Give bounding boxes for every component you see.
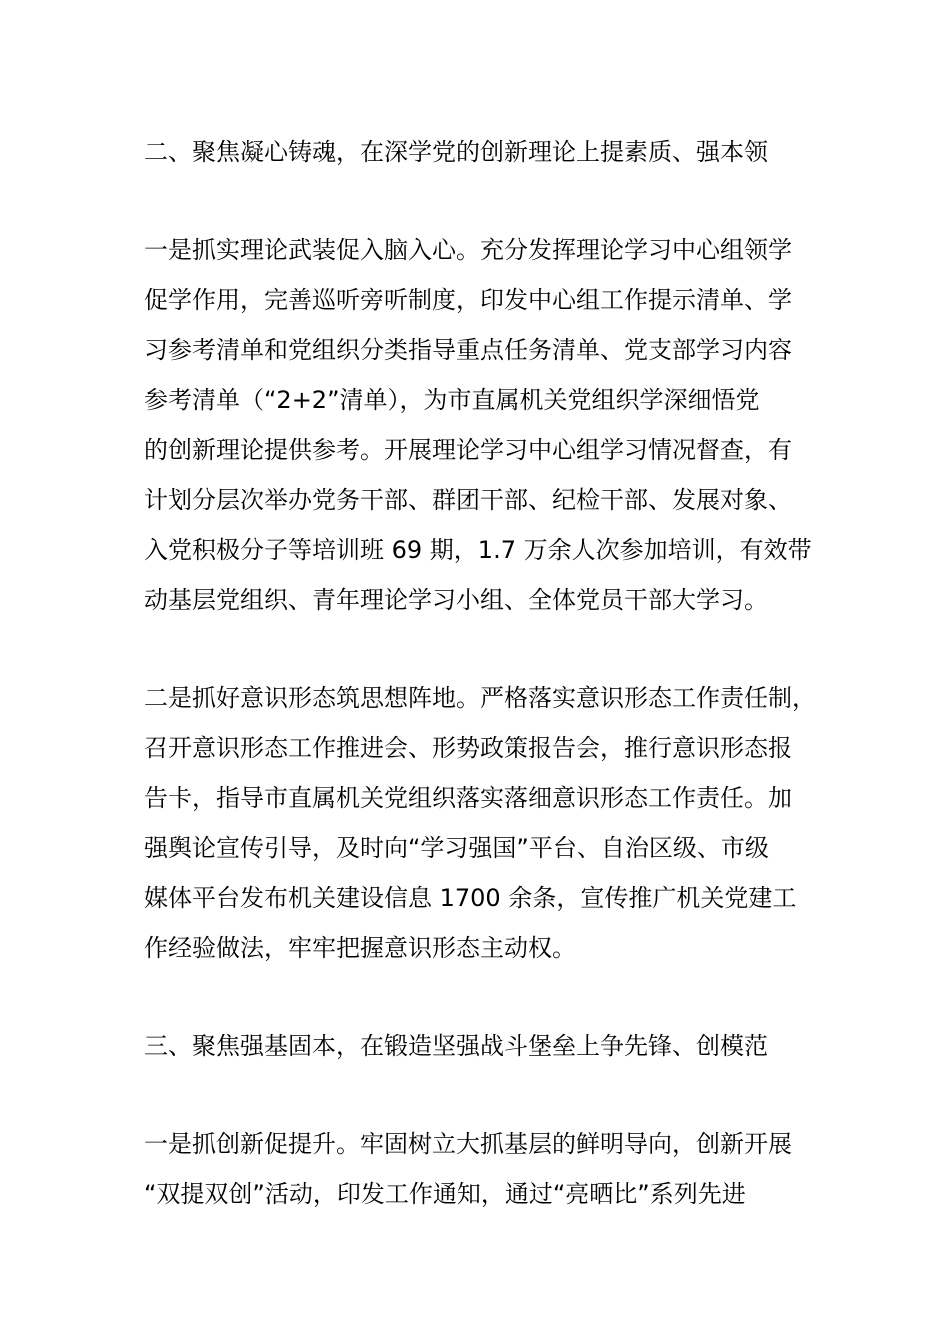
paragraph-line: 一是抓实理论武装促入脑入心。充分发挥理论学习中心组领学	[144, 236, 792, 264]
paragraph-line: 动基层党组织、青年理论学习小组、全体党员干部大学习。	[144, 586, 768, 614]
paragraph-line: 习参考清单和党组织分类指导重点任务清单、党支部学习内容	[144, 336, 792, 364]
paragraph-line: 召开意识形态工作推进会、形势政策报告会，推行意识形态报	[144, 734, 792, 762]
section-heading-2: 二、聚焦凝心铸魂，在深学党的创新理论上提素质、强本领	[144, 138, 768, 166]
paragraph-line: 计划分层次举办党务干部、群团干部、纪检干部、发展对象、	[144, 486, 792, 514]
paragraph-line: 强舆论宣传引导，及时向“学习强国”平台、自治区级、市级	[144, 834, 769, 862]
paragraph-line: 参考清单（“2+2”清单），为市直属机关党组织学深细悟党	[144, 386, 760, 414]
paragraph-line: 告卡，指导市直属机关党组织落实落细意识形态工作责任。加	[144, 784, 792, 812]
paragraph-line: “双提双创”活动，印发工作通知，通过“亮晒比”系列先进	[144, 1180, 746, 1208]
paragraph-line: 促学作用，完善巡听旁听制度，印发中心组工作提示清单、学	[144, 286, 792, 314]
paragraph-line: 入党积极分子等培训班 69 期，1.7 万余人次参加培训，有效带	[144, 536, 812, 564]
paragraph-line: 二是抓好意识形态筑思想阵地。严格落实意识形态工作责任制，	[144, 684, 816, 712]
section-heading-3: 三、聚焦强基固本，在锻造坚强战斗堡垒上争先锋、创模范	[144, 1032, 768, 1060]
paragraph-line: 媒体平台发布机关建设信息 1700 余条，宣传推广机关党建工	[144, 884, 797, 912]
paragraph-line: 作经验做法，牢牢把握意识形态主动权。	[144, 934, 576, 962]
paragraph-line: 一是抓创新促提升。牢固树立大抓基层的鲜明导向，创新开展	[144, 1130, 792, 1158]
paragraph-line: 的创新理论提供参考。开展理论学习中心组学习情况督查，有	[144, 436, 792, 464]
